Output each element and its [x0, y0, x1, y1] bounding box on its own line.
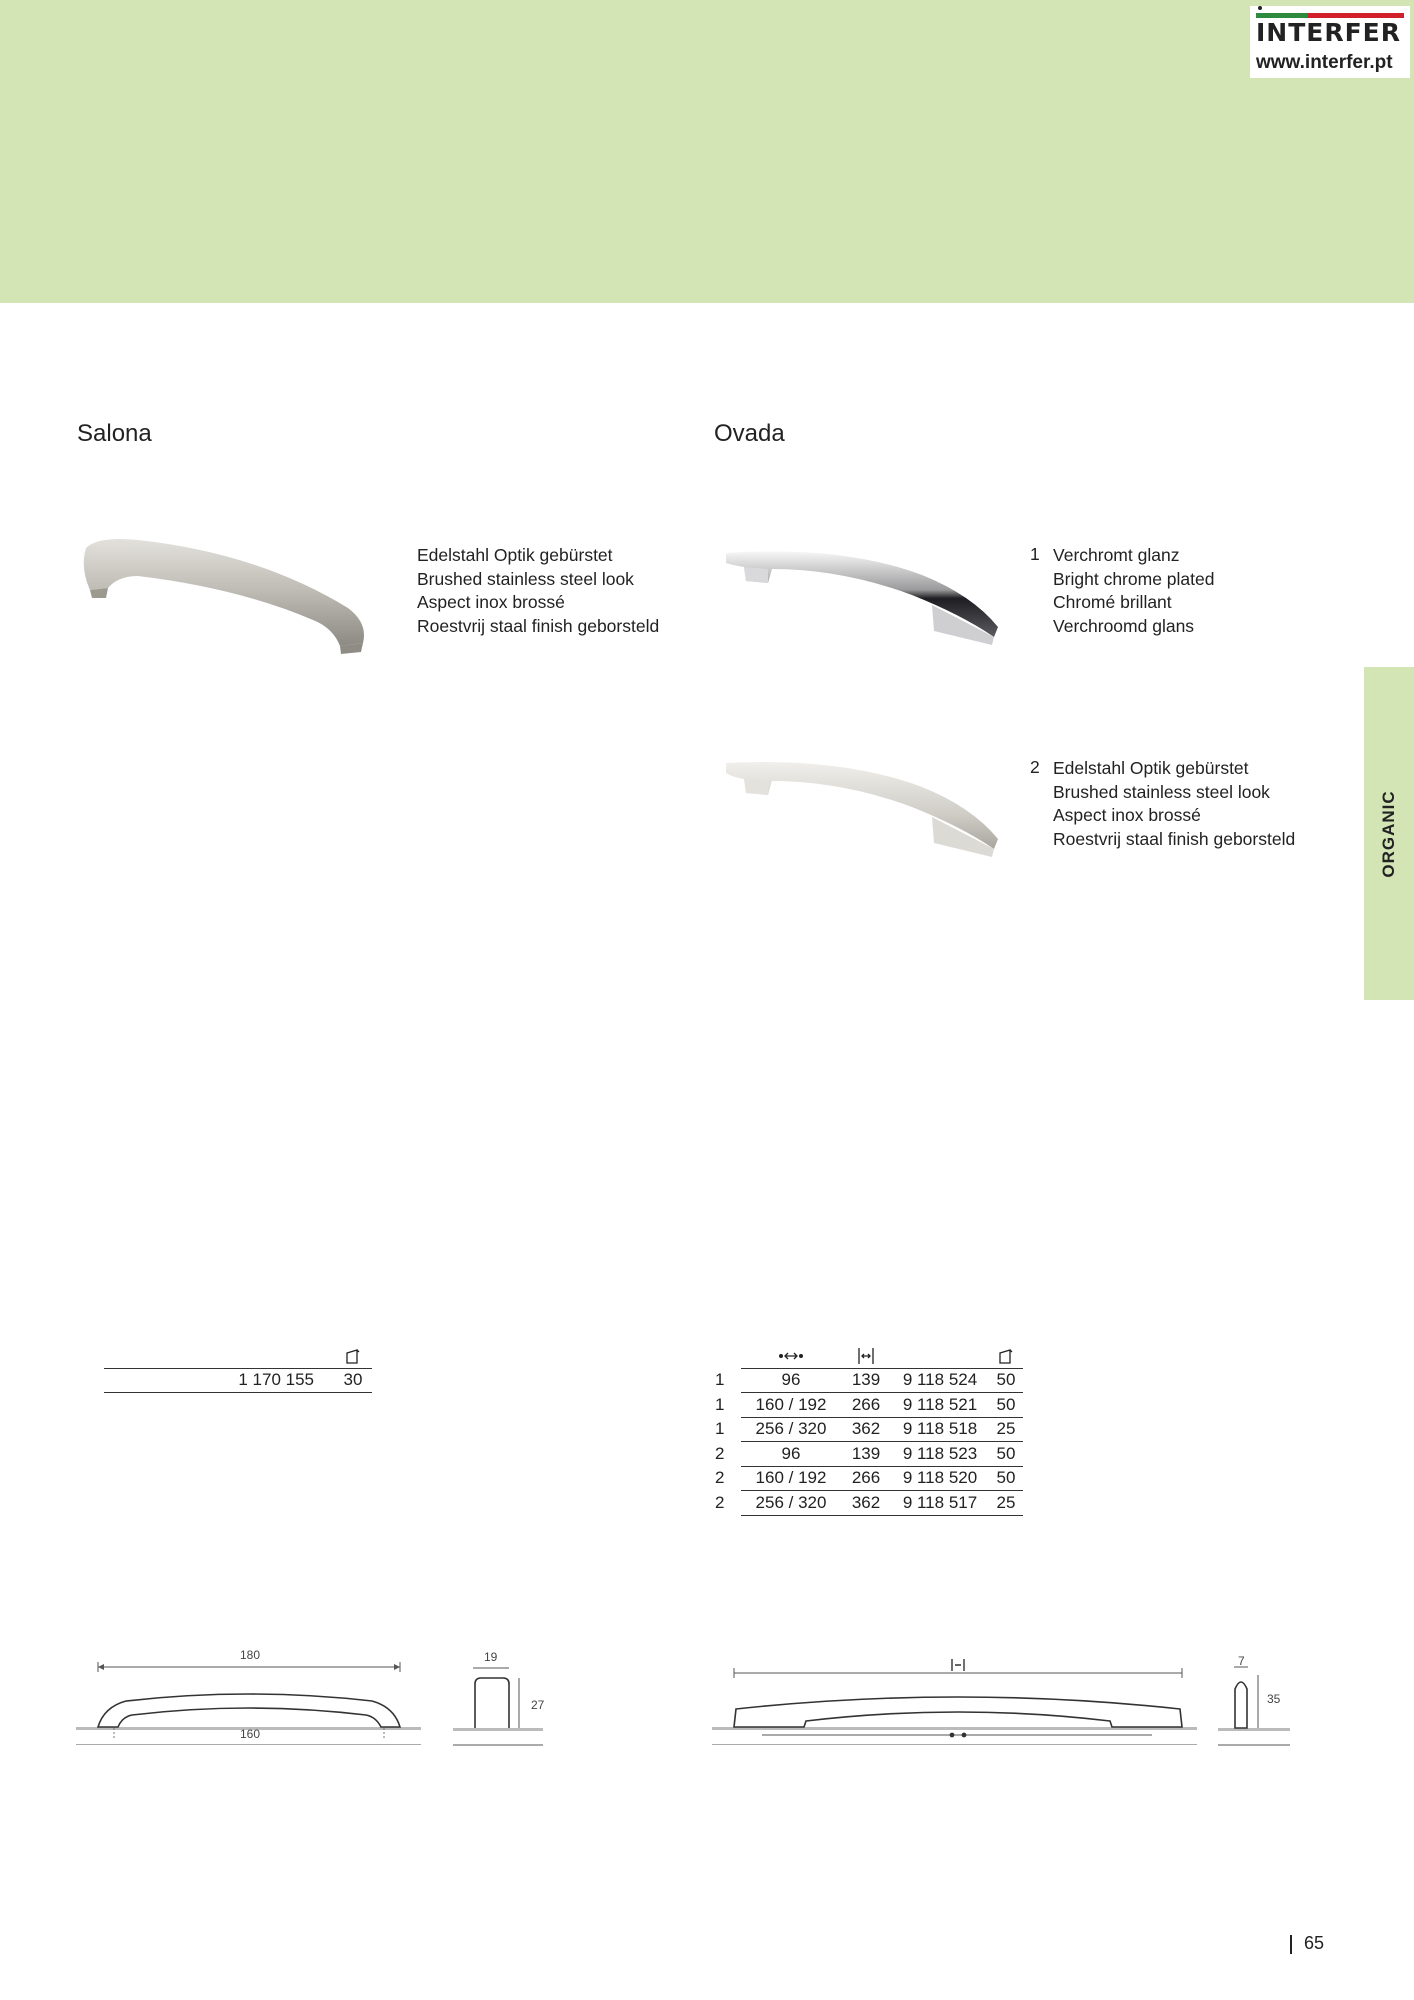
ovada-brushed-handle-image [722, 757, 1012, 857]
brand-name: INTERFER [1256, 18, 1402, 47]
ovada-depth-dimension: 7 [1238, 1654, 1245, 1668]
salona-spec-table [104, 1344, 372, 1393]
variant-number: 2 [715, 1468, 725, 1488]
salona-finish-de: Edelstahl Optik gebürstet [417, 545, 613, 565]
pack-quantity: 50 [989, 1368, 1023, 1393]
length-icon [841, 1344, 891, 1368]
header-band [0, 0, 1414, 303]
salona-spacing-dimension: 160 [240, 1727, 261, 1741]
ovada-profile-drawing [1218, 1655, 1308, 1750]
length-value: 266 [841, 1393, 891, 1418]
brand-logo [1250, 6, 1410, 78]
article-number: 9 118 520 [891, 1466, 989, 1491]
pack-quantity: 50 [989, 1466, 1023, 1491]
hole-spacing-value: 160 / 192 [741, 1393, 841, 1418]
hole-spacing-icon [741, 1344, 841, 1368]
table-row [715, 1442, 1023, 1467]
box-icon [334, 1344, 372, 1368]
finish-nl: Verchroomd glans [1053, 615, 1195, 636]
pack-quantity: 50 [989, 1442, 1023, 1467]
ovada-technical-drawing [712, 1645, 1202, 1745]
ovada-variant-2-number: 2 [1030, 757, 1040, 777]
article-number: 9 118 517 [891, 1491, 989, 1516]
pack-quantity: 25 [989, 1417, 1023, 1442]
ovada-height-dimension: 35 [1267, 1692, 1281, 1706]
salona-finish-en: Brushed stainless steel look [417, 568, 634, 589]
salona-finish-fr: Aspect inox brossé [417, 592, 565, 612]
length-value: 139 [841, 1368, 891, 1393]
ovada-variant-1-finish [1053, 544, 1214, 638]
table-row [715, 1491, 1023, 1516]
salona-table-header [104, 1344, 372, 1368]
hole-spacing-value: 256 / 320 [741, 1417, 841, 1442]
table-row [715, 1393, 1023, 1418]
finish-fr: Aspect inox brossé [1053, 805, 1201, 825]
variant-number: 2 [715, 1492, 725, 1512]
article-number: 9 118 518 [891, 1417, 989, 1442]
page-number-value: 65 [1304, 1933, 1325, 1953]
ovada-variant-2-finish [1053, 757, 1295, 851]
table-row [104, 1368, 372, 1393]
finish-en: Bright chrome plated [1053, 568, 1215, 589]
article-number: 1 170 155 [104, 1368, 334, 1393]
variant-number: 1 [715, 1394, 725, 1414]
salona-finish-description [417, 544, 659, 638]
table-row [715, 1368, 1023, 1393]
brand-url: www.interfer.pt [1256, 52, 1393, 73]
article-number: 9 118 523 [891, 1442, 989, 1467]
finish-nl: Roestvrij staal finish geborsteld [1053, 828, 1296, 849]
ovada-title: Ovada [714, 420, 785, 447]
finish-en: Brushed stainless steel look [1053, 781, 1270, 802]
salona-depth-dimension: 19 [484, 1650, 498, 1664]
table-row [715, 1466, 1023, 1491]
finish-fr: Chromé brillant [1053, 592, 1172, 612]
ovada-spec-table [715, 1344, 1023, 1516]
table-row [715, 1417, 1023, 1442]
length-value: 139 [841, 1442, 891, 1467]
variant-number: 1 [715, 1419, 725, 1439]
article-number: 9 118 521 [891, 1393, 989, 1418]
variant-number: 2 [715, 1443, 725, 1463]
salona-title: Salona [77, 420, 152, 447]
length-value: 362 [841, 1417, 891, 1442]
hole-spacing-value: 96 [741, 1442, 841, 1467]
logo-dot [1258, 6, 1262, 10]
length-value: 266 [841, 1466, 891, 1491]
salona-profile-drawing [453, 1660, 543, 1750]
pack-quantity: 50 [989, 1393, 1023, 1418]
salona-finish-nl: Roestvrij staal finish geborsteld [417, 615, 660, 636]
hole-spacing-value: 160 / 192 [741, 1466, 841, 1491]
section-side-tab [1364, 667, 1414, 1000]
length-value: 362 [841, 1491, 891, 1516]
pack-quantity: 30 [334, 1368, 372, 1393]
salona-height-dimension: 27 [531, 1698, 545, 1712]
hole-spacing-value: 96 [741, 1368, 841, 1393]
ovada-table-header [715, 1344, 1023, 1368]
hole-spacing-value: 256 / 320 [741, 1491, 841, 1516]
ovada-variant-1-number: 1 [1030, 544, 1040, 564]
finish-de: Edelstahl Optik gebürstet [1053, 758, 1249, 778]
salona-handle-image [78, 528, 378, 668]
ovada-chrome-handle-image [722, 545, 1012, 645]
box-icon [989, 1344, 1023, 1368]
section-label: ORGANIC [1379, 789, 1398, 878]
variant-number: 1 [715, 1370, 725, 1390]
page-number-separator [1290, 1935, 1292, 1954]
article-number: 9 118 524 [891, 1368, 989, 1393]
salona-length-dimension: 180 [240, 1648, 261, 1662]
finish-de: Verchromt glanz [1053, 545, 1180, 565]
pack-quantity: 25 [989, 1491, 1023, 1516]
